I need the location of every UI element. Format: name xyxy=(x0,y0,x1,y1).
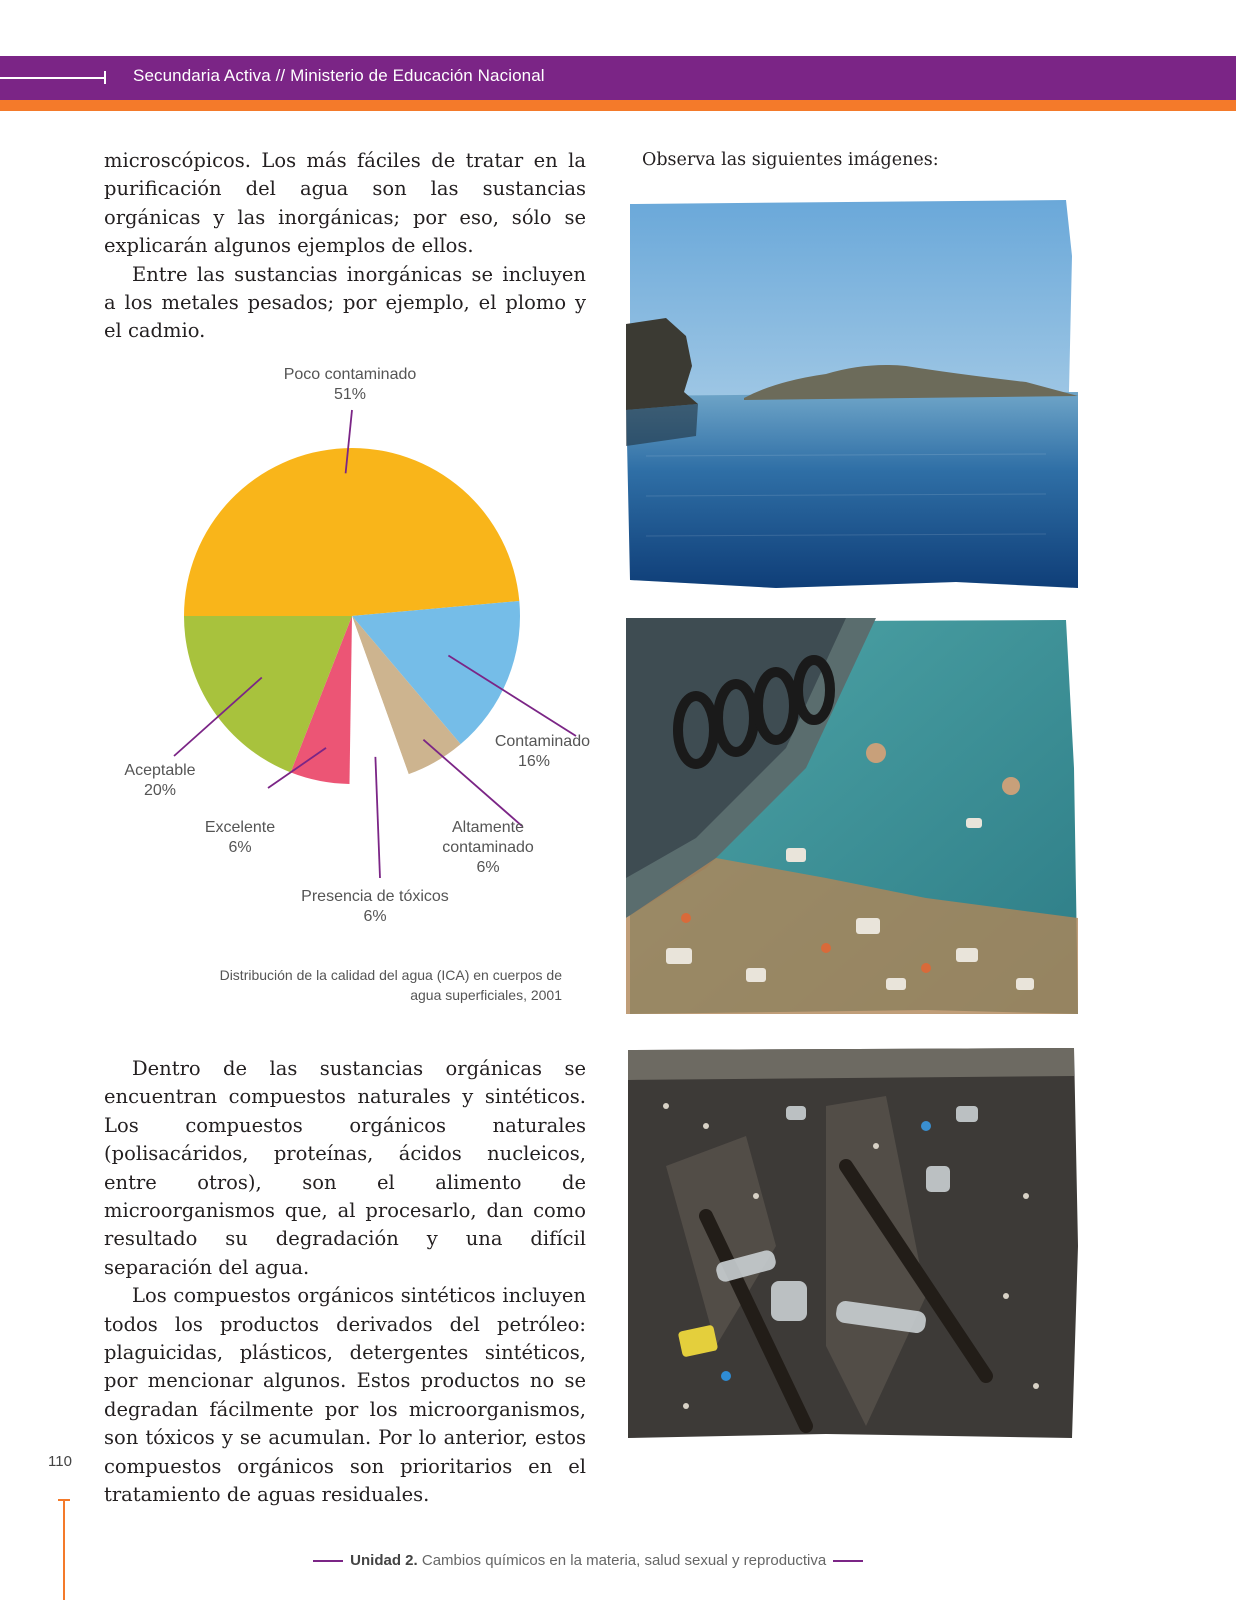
lake-landscape-photo xyxy=(626,196,1084,594)
label-contaminado xyxy=(470,732,590,772)
polluted-harbor-photo xyxy=(626,618,1086,1018)
label-excelente xyxy=(190,818,290,858)
paragraph: Entre las sustancias inorgánicas se incluyen a los metales pesados; por ejemplo, el plomo y el cadmio. xyxy=(104,262,586,343)
slice-percent: 51% xyxy=(333,386,367,403)
label-presencia-de-toxicos xyxy=(285,887,465,927)
page-number: 110 xyxy=(48,1453,72,1470)
slice-name: Aceptable xyxy=(124,762,196,779)
paragraph: Los compuestos orgánicos sintéticos incluyen todos los productos derivados del petróleo: plaguicidas, plásticos, detergentes sintéticos, por mencionar algunos. Estos productos no se degradan fácilmente por los microorganismos, son tóxicos y se acumulan. Por lo anterior, estos compuestos orgánicos son prioritarios en el tratamiento de aguas residuales. xyxy=(104,1284,586,1507)
footer-dash xyxy=(313,1560,343,1562)
caption-line: agua superficiales, 2001 xyxy=(410,987,562,1003)
paragraph: microscópicos. Los más fáciles de tratar en la purificación del agua son las sustancias orgánicas y las inorgánicas; por eso, sólo se explicarán algunos ejemplos de ellos. xyxy=(104,149,586,258)
slice-name: Excelente xyxy=(204,819,276,836)
observa-heading: Observa las siguientes imágenes: xyxy=(642,150,939,170)
pie-slice xyxy=(184,448,519,616)
slice-name-line2: contaminado xyxy=(442,839,534,856)
slice-percent: 20% xyxy=(143,782,177,799)
slice-name: Presencia de tóxicos xyxy=(301,888,449,905)
floating-garbage-photo xyxy=(626,1046,1082,1442)
label-altamente-contaminado xyxy=(418,818,558,878)
footer-title: Cambios químicos en la materia, salud sexual y reproductiva xyxy=(421,1552,827,1569)
left-rule xyxy=(63,1500,65,1600)
slice-percent: 16% xyxy=(517,753,550,770)
label-poco-contaminado xyxy=(270,365,430,405)
chart-caption xyxy=(180,965,562,1005)
header-title: Secundaria Activa // Ministerio de Educación Nacional xyxy=(133,66,545,85)
slice-name: Contaminado xyxy=(494,733,590,750)
footer-unit: Unidad 2. xyxy=(350,1552,418,1569)
footer-dash xyxy=(833,1560,863,1562)
slice-name: Poco contaminado xyxy=(283,366,417,383)
left-rule-tick xyxy=(58,1499,70,1501)
slice-percent: 6% xyxy=(363,908,387,925)
body-text-bottom xyxy=(104,1055,586,1510)
slice-percent: 6% xyxy=(228,839,252,856)
paragraph: Dentro de las sustancias orgánicas se encuentran compuestos naturales y sintéticos. Los compuestos orgánicos naturales (polisacáridos, proteínas, ácidos nucleicos, entre otros), son el alimento de microorganismos que, al procesarlo, dan como resultado su degradación y una difícil separación del agua. xyxy=(104,1057,586,1279)
slice-name-line1: Altamente xyxy=(451,819,525,836)
label-aceptable xyxy=(110,761,210,801)
footer xyxy=(310,1552,866,1569)
slice-percent: 6% xyxy=(476,859,500,876)
caption-line: Distribución de la calidad del agua (ICA) en cuerpos de xyxy=(219,967,562,983)
